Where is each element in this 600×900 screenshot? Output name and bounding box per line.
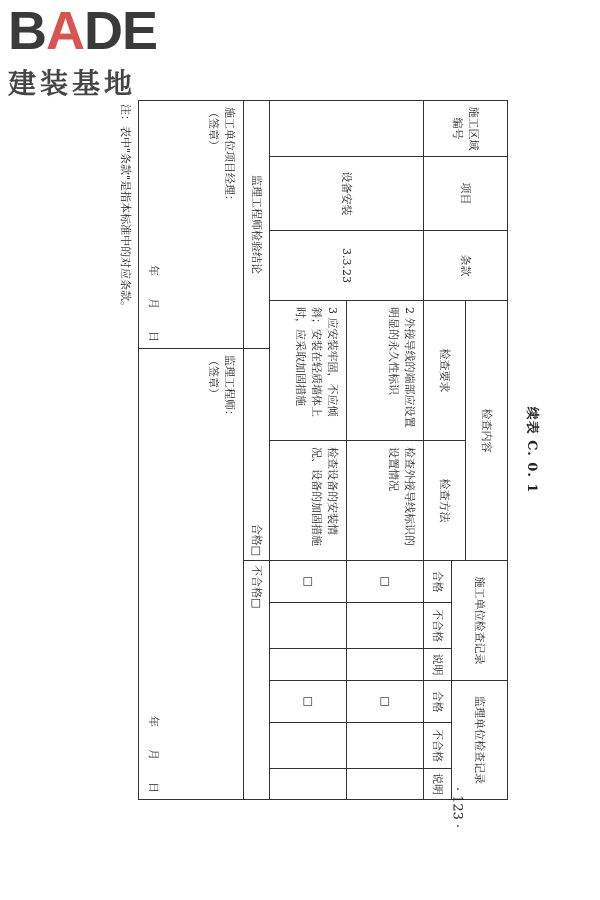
header-supervisor-fail: 不合格 <box>423 723 451 769</box>
header-supervisor-pass: 合格 <box>423 681 451 723</box>
cell-supervisor-fail-2 <box>269 723 346 769</box>
cell-requirement-1: 2 外接导线的端部应设置明显的永久性标识 <box>346 301 423 441</box>
header-area-no: 施工区域编号 <box>423 101 507 157</box>
contractor-signature-cell <box>139 101 243 349</box>
cell-supervisor-remark-2 <box>269 769 346 799</box>
cell-item: 设备安装 <box>269 157 423 231</box>
conclusion-label: 监理工程师检验结论 <box>243 101 269 349</box>
cell-method-1: 检查外接导线标识的设置情况 <box>346 441 423 561</box>
contractor-manager-label: 施工单位项目经理： <box>223 107 236 206</box>
header-contractor-pass: 合格 <box>423 561 451 603</box>
logo-brand-text: BADE <box>8 1 158 61</box>
supervisor-engineer-label: 监理工程师： <box>223 355 236 421</box>
logo-subtitle: 建装基地 <box>8 67 137 100</box>
cell-area-no <box>269 101 423 157</box>
logo-brand <box>8 1 178 61</box>
header-clause: 条款 <box>423 231 507 301</box>
cell-supervisor-remark-1 <box>346 769 423 799</box>
cell-clause: 3.3.23 <box>269 231 423 301</box>
contractor-date: 年 月 日 <box>147 265 160 342</box>
inspection-table <box>138 100 508 800</box>
header-item: 项目 <box>423 157 507 231</box>
cell-requirement-2: 3 应安装牢固，不应倾斜；安装在轻质墙体上时，应采取加固措施 <box>269 301 346 441</box>
checkbox-contractor-pass-2[interactable]: □ <box>269 561 346 603</box>
header-supervisor-remark: 说明 <box>423 769 451 799</box>
cell-contractor-remark-2 <box>269 649 346 681</box>
header-contractor-fail: 不合格 <box>423 603 451 649</box>
cell-method-2: 检查设备的安装情况、设备的加固措施 <box>269 441 346 561</box>
supervisor-seal-label: （签章） <box>207 355 220 399</box>
contractor-seal-label: （签章） <box>207 107 220 151</box>
conclusion-fail-checkbox[interactable]: □ <box>250 598 264 609</box>
conclusion-pass-label: 合格 <box>250 523 264 546</box>
cell-supervisor-fail-1 <box>346 723 423 769</box>
cell-contractor-fail-1 <box>346 603 423 649</box>
logo <box>8 1 178 100</box>
conclusion-fail <box>243 561 269 799</box>
checkbox-supervisor-pass-2[interactable]: □ <box>269 681 346 723</box>
page-number: · 123 · <box>449 786 465 829</box>
table-title: 续表 C. 0. 1 <box>524 406 539 494</box>
cell-contractor-remark-1 <box>346 649 423 681</box>
header-content: 检查内容 <box>465 301 507 561</box>
checkbox-contractor-pass-1[interactable]: □ <box>346 561 423 603</box>
header-method: 检查方法 <box>423 441 465 561</box>
header-requirement: 检查要求 <box>423 301 465 441</box>
checkbox-supervisor-pass-1[interactable]: □ <box>346 681 423 723</box>
header-contractor-record: 施工单位检查记录 <box>451 561 507 681</box>
conclusion-pass-checkbox[interactable]: □ <box>250 545 264 556</box>
supervisor-signature-cell <box>139 349 243 799</box>
header-supervisor-record: 监理单位检查记录 <box>451 681 507 799</box>
cell-contractor-fail-2 <box>269 603 346 649</box>
supervisor-date: 年 月 日 <box>147 716 160 793</box>
rotated-form-page <box>108 100 548 800</box>
conclusion-fail-label: 不合格 <box>250 565 264 598</box>
header-contractor-remark: 说明 <box>423 649 451 681</box>
conclusion-pass <box>243 349 269 561</box>
footnote: 注：表中"条款"是指本标准中的对应条款。 <box>119 104 132 313</box>
